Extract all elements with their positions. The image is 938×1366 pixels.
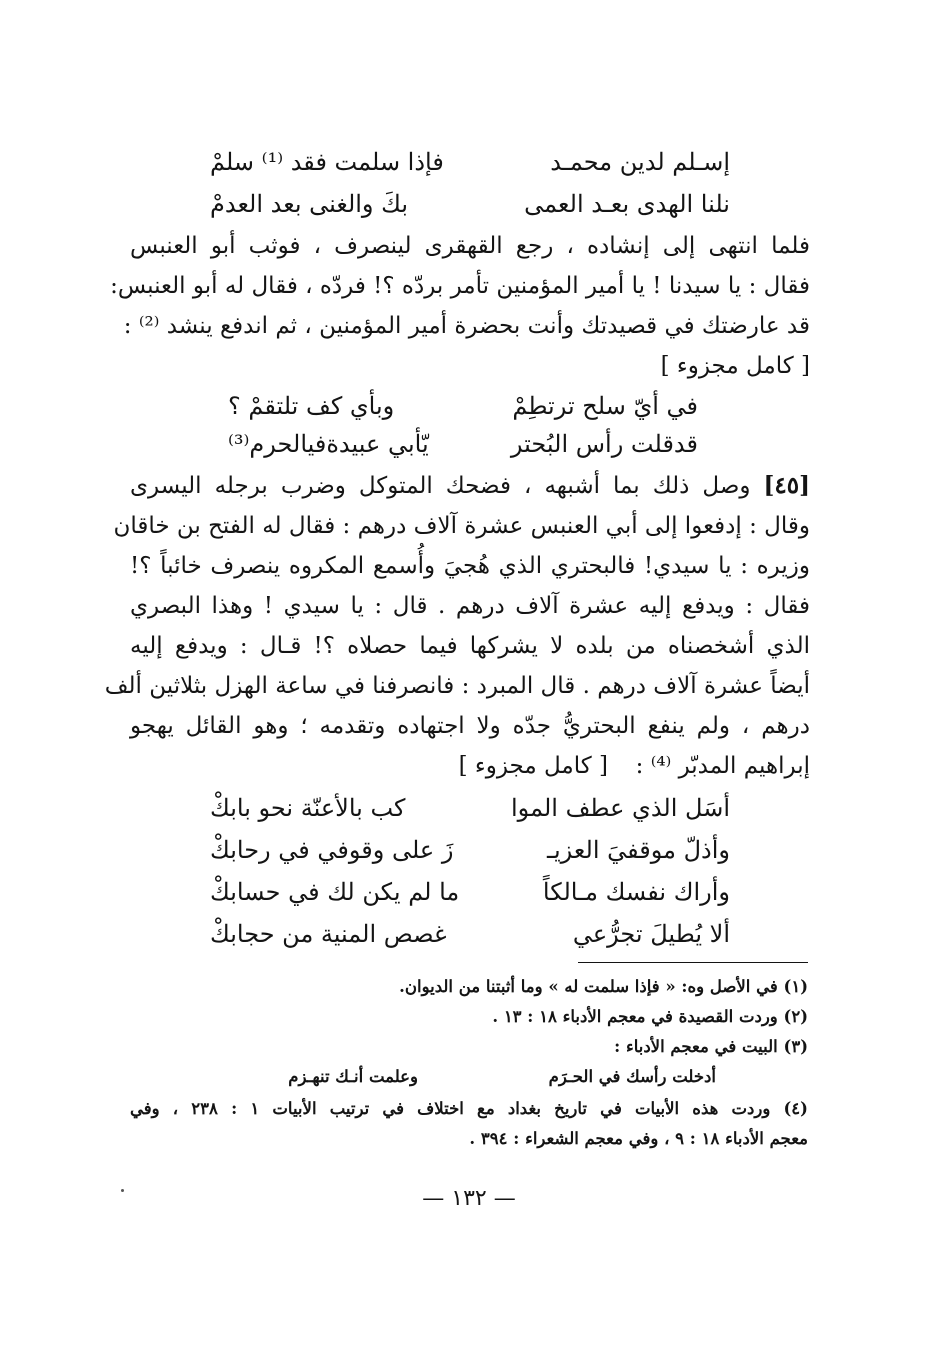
verse-second-hemistich: يّأبي عبيدةفيالحرم⁽³⁾ bbox=[228, 430, 429, 458]
prose-text: وصل ذلك بما أشبهه ، فضحك المتوكل وضرب برجله اليسرى bbox=[130, 473, 751, 499]
verse-line bbox=[210, 872, 730, 912]
footnote-2: (٢) وردت القصيدة في معجم الأدباء ١٨ : ١٣ . bbox=[492, 1007, 808, 1026]
footnote-1: (١) في الأصل وه: « فإذا سلمت له » وما أثبتنا من الديوان. bbox=[399, 977, 808, 996]
meter-label: [ كامل مجزوء ] bbox=[660, 353, 810, 379]
verse-second-hemistich: غصص المنية من حجابكْ bbox=[210, 920, 447, 948]
verse-line bbox=[228, 424, 698, 464]
verse-first-hemistich: في أيّ سلح ترتطِمْ bbox=[512, 392, 698, 420]
ibrahim-line: إبراهيم المدبّر ⁽⁴⁾ : bbox=[635, 753, 810, 779]
verse-second-hemistich: وبأي كف تلتقمْ ؟ bbox=[228, 392, 395, 420]
verse-first-hemistich: ألا يُطيلَ تجرُّعي bbox=[572, 920, 730, 948]
verse-second-hemistich: ما لم يكن لك في حسابكْ bbox=[210, 878, 460, 906]
verse-line bbox=[210, 914, 730, 954]
prose-line: فقال : ويدفع إليه عشرة آلاف درهم . قال : يا سيدي ! وهذا البصري bbox=[130, 593, 810, 619]
verse-first-hemistich: قدقلت رأس البُحتر bbox=[510, 430, 698, 458]
verse-first-hemistich: وأذلّ موقفيَ العزيـ bbox=[546, 836, 730, 864]
verse-second-hemistich: زَ على وقوفي في رحابكْ bbox=[210, 836, 454, 864]
verse-line bbox=[210, 830, 730, 870]
footnote-separator bbox=[578, 962, 808, 963]
verse-second-hemistich: فإذا سلمت فقد ⁽¹⁾ سلمْ bbox=[210, 148, 444, 176]
speck bbox=[121, 1189, 124, 1192]
prose-line: وقال : إدفعوا إلى أبي العنبس عشرة آلاف درهم : فقال له الفتح بن خاقان bbox=[113, 513, 810, 539]
verse-first-hemistich: أسَل الذي عطف الموا bbox=[511, 794, 730, 822]
footnote-3: (٣) البيت في معجم الأدباء : bbox=[614, 1037, 808, 1056]
prose-line: قد عارضتك في قصيدتك وأنت بحضرة أمير المؤمنين ، ثم اندفع ينشد ⁽²⁾ : bbox=[123, 313, 810, 339]
verse-first-hemistich: نلنا الهدى بعـد العمى bbox=[524, 190, 730, 218]
footnote-4: (٤) وردت هذه الأبيات في تاريخ بغداد مع اختلاف في ترتيب الأبيات ١ : ٢٣٨ ، وفي bbox=[130, 1099, 808, 1118]
verse-first-hemistich: إسـلم لدين محمـد bbox=[550, 148, 730, 176]
verse-line bbox=[210, 184, 730, 224]
prose-line: أيضاً عشرة آلاف درهم . قال المبرد : فانصرفنا في ساعة الهزل بثلاثين ألف bbox=[104, 673, 810, 699]
verse-first-hemistich: وأراك نفسك مـالكاً bbox=[542, 878, 730, 906]
prose-line: الذي أشخصناه من بلده لا يشركها فيما حصلاه ؟! قـال : ويدفع إليه bbox=[130, 633, 810, 659]
footnote-4-continued: معجم الأدباء ١٨ : ٩ ، وفي معجم الشعراء : ٣٩٤ . bbox=[469, 1129, 808, 1148]
verse-line bbox=[228, 386, 698, 426]
page-marker: [٤٥] bbox=[763, 472, 810, 499]
prose-line bbox=[130, 466, 810, 506]
footnote-verse-first: أدخلت رأسك في الحـرَم bbox=[548, 1067, 716, 1086]
verse-second-hemistich: كب بالأعنّة نحو بابكْ bbox=[210, 794, 406, 822]
prose-line: درهم ، ولم ينفع البحتريُّ جدّه ولا اجتهاده وتقدمه ؛ وهو القائل يهجو bbox=[130, 713, 810, 739]
verse-second-hemistich: بكَ والغنى بعد العدمْ bbox=[210, 190, 409, 218]
footnote-verse-second: وعلمت أنـك تنهـزم bbox=[288, 1067, 418, 1086]
verse-line bbox=[210, 788, 730, 828]
prose-line: وزيره : يا سيدي! فالبحتري الذي هُجيَ وأُسمع المكروه ينصرف خائباً ؟! bbox=[130, 553, 810, 579]
prose-line: فقال : يا سيدنا ! يا أمير المؤمنين تأمر بردّه ؟! فردّه ، فقال له أبو العنبس: bbox=[110, 273, 810, 299]
prose-line: فلما انتهى إلى إنشاده ، رجع القهقرى لينصرف ، فوثب أبو العنبس bbox=[130, 233, 810, 259]
verse-line bbox=[210, 142, 730, 182]
meter-label: [ كامل مجزوء ] bbox=[458, 753, 608, 779]
page-number: — ١٣٢ — bbox=[422, 1186, 516, 1211]
